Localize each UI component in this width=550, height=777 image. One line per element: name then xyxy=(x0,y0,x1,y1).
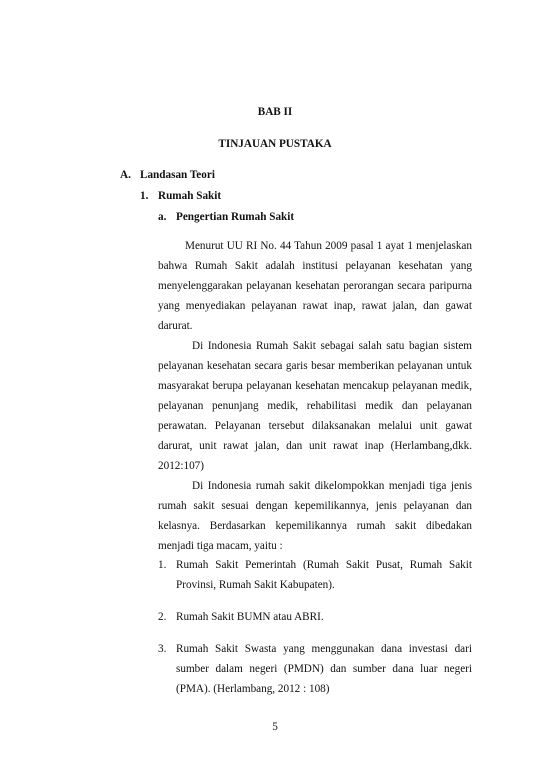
paragraph-line: Di Indonesia rumah sakit dikelompokkan menjadi tiga jenis xyxy=(192,480,472,492)
paragraph-line: perawatan. Pelayanan tersebut dilaksanakan melalui unit gawat xyxy=(158,420,472,432)
subsubsection-marker: a. xyxy=(158,211,167,223)
section-title: Landasan Teori xyxy=(140,169,215,181)
list-item-line: Rumah Sakit Swasta yang menggunakan dana investasi dari xyxy=(176,643,472,655)
paragraph-line: pelayanan kesehatan secara garis besar memberikan pelayanan untuk xyxy=(158,360,472,372)
subsubsection-title: Pengertian Rumah Sakit xyxy=(176,211,295,223)
section-marker: A. xyxy=(120,169,131,181)
paragraph-line: masyarakat berupa pelayanan kesehatan mencakup pelayanan medik, xyxy=(158,380,472,392)
list-item-line: Rumah Sakit BUMN atau ABRI. xyxy=(176,611,324,623)
subsection-marker: 1. xyxy=(140,190,149,202)
paragraph-line: Di Indonesia Rumah Sakit sebagai salah satu bagian sistem xyxy=(192,340,472,352)
list-item-marker: 3. xyxy=(158,643,167,655)
paragraph-line: rumah sakit sesuai dengan kepemilikannya, jenis pelayanan dan xyxy=(158,500,472,512)
paragraph-line: bahwa Rumah Sakit adalah institusi pelayanan kesehatan yang xyxy=(158,260,472,272)
paragraph-line: menjadi tiga macam, yaitu : xyxy=(158,540,283,552)
paragraph-line: kelasnya. Berdasarkan kepemilikannya rumah sakit dibedakan xyxy=(158,520,472,532)
list-item-marker: 1. xyxy=(158,559,167,571)
list-item-line: Provinsi, Rumah Sakit Kabupaten). xyxy=(176,579,335,591)
list-item-line: sumber dalam negeri (PMDN) dan sumber dana luar negeri xyxy=(176,663,472,675)
paragraph-line: 2012:107) xyxy=(158,460,204,472)
paragraph-line: menyelenggarakan pelayanan kesehatan perorangan secara paripurna xyxy=(158,280,472,292)
list-item-line: (PMA). (Herlambang, 2012 : 108) xyxy=(176,683,330,695)
paragraph-line: darurat, unit rawat jalan, dan unit rawat inap (Herlambang,dkk. xyxy=(158,440,472,452)
list-item-marker: 2. xyxy=(158,611,167,623)
paragraph-line: darurat. xyxy=(158,320,193,332)
paragraph-line: yang menyediakan pelayanan rawat inap, rawat jalan, dan gawat xyxy=(158,300,472,312)
paragraph-line: Menurut UU RI No. 44 Tahun 2009 pasal 1 ayat 1 menjelaskan xyxy=(185,240,472,252)
chapter-heading: BAB II xyxy=(257,106,293,118)
list-item-line: Rumah Sakit Pemerintah (Rumah Sakit Pusat, Rumah Sakit xyxy=(176,559,472,571)
subsection-title: Rumah Sakit xyxy=(158,190,222,202)
chapter-title: TINJAUAN PUSTAKA xyxy=(218,138,332,150)
page-number: 5 xyxy=(272,721,278,733)
paragraph-line: pelayanan penunjang medik, rehabilitasi medik dan pelayanan xyxy=(158,400,472,412)
